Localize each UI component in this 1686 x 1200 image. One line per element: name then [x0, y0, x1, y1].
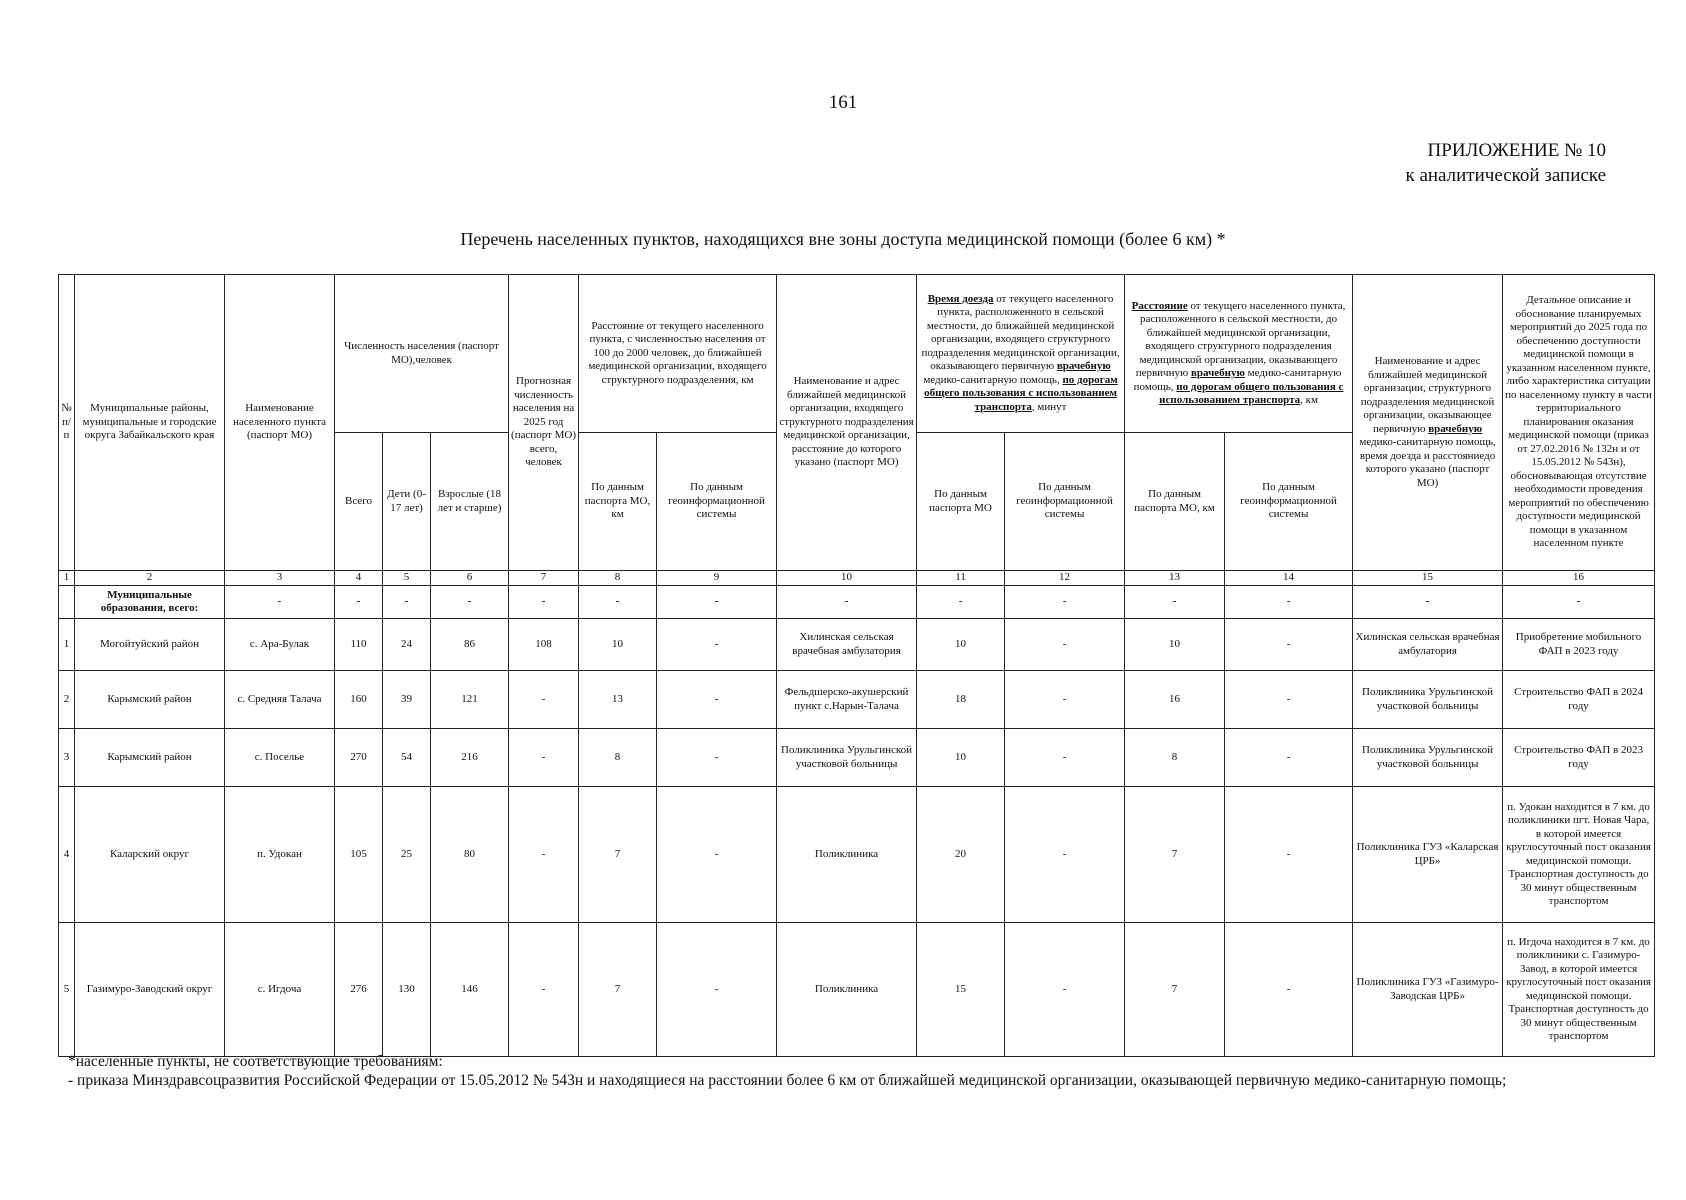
col-number: 14 — [1225, 571, 1353, 586]
population-adults-cell: 216 — [431, 729, 509, 787]
page-number: 161 — [828, 92, 858, 113]
header-cell-travel-time — [917, 275, 1125, 433]
footnote-line-1: *населенные пункты, не соответствующие требованиям: — [68, 1053, 443, 1070]
population-adults-cell: 121 — [431, 671, 509, 729]
header-cell-time-mo: По данным паспорта МО — [917, 433, 1005, 571]
appendix-number: ПРИЛОЖЕНИЕ № 10 — [1427, 140, 1606, 161]
road-distance-text-2: медико-санитарную помощь, — [1133, 367, 1342, 393]
header-row-1 — [59, 275, 1655, 433]
travel-time-text-2: медико-санитарную помощь, — [923, 373, 1063, 386]
distance-gis-cell: - — [657, 787, 777, 923]
nearest-org-cell: Поликлиника — [777, 787, 917, 923]
appendix-label — [1405, 138, 1606, 188]
population-children-cell: 25 — [383, 787, 431, 923]
forecast-cell: - — [509, 729, 579, 787]
road-distance-mo-cell: 7 — [1125, 787, 1225, 923]
travel-time-text-3: , минут — [1031, 400, 1067, 413]
population-children-cell: 39 — [383, 671, 431, 729]
road-distance-emphasis: Расстояние — [1131, 299, 1188, 312]
distance-mo-cell: 7 — [579, 787, 657, 923]
road-distance-mo-cell: 10 — [1125, 619, 1225, 671]
col-number: 9 — [657, 571, 777, 586]
description-cell: Строительство ФАП в 2023 году — [1503, 729, 1655, 787]
col-number: 12 — [1005, 571, 1125, 586]
appendix-subtitle: к аналитической записке — [1405, 165, 1606, 186]
table-row — [59, 787, 1655, 923]
district-cell: Газимуро-Заводский округ — [75, 923, 225, 1057]
population-total-cell: 110 — [335, 619, 383, 671]
total-cell: - — [431, 586, 509, 619]
description-cell: Приобретение мобильного ФАП в 2023 году — [1503, 619, 1655, 671]
nearest-org-2-emphasis: врачебную — [1428, 422, 1483, 435]
col-number: 2 — [75, 571, 225, 586]
table-row — [59, 671, 1655, 729]
distance-mo-cell: 7 — [579, 923, 657, 1057]
header-cell-road-distance — [1125, 275, 1353, 433]
col-number: 8 — [579, 571, 657, 586]
nearest-org-2-cell: Поликлиника ГУЗ «Каларская ЦРБ» — [1353, 787, 1503, 923]
nearest-org-2-cell: Поликлиника ГУЗ «Газимуро-Заводская ЦРБ» — [1353, 923, 1503, 1057]
total-cell: - — [1125, 586, 1225, 619]
header-cell-time-gis: По данным геоинформационной системы — [1005, 433, 1125, 571]
road-distance-gis-cell: - — [1225, 671, 1353, 729]
distance-gis-cell: - — [657, 671, 777, 729]
settlement-cell: с. Средняя Талача — [225, 671, 335, 729]
nearest-org-2-cell: Поликлиника Урульгинской участковой больницы — [1353, 729, 1503, 787]
nearest-org-cell: Поликлиника Урульгинской участковой больницы — [777, 729, 917, 787]
col-number: 11 — [917, 571, 1005, 586]
population-adults-cell: 146 — [431, 923, 509, 1057]
settlement-cell: с. Ара-Булак — [225, 619, 335, 671]
col-number: 5 — [383, 571, 431, 586]
travel-time-emphasis-3: по дорогам общего пользования с использованием транспорта — [924, 373, 1118, 413]
document-title: Перечень населенных пунктов, находящихся вне зоны доступа медицинской помощи (более 6 км) * — [460, 229, 1226, 249]
nearest-org-2-cell: Хилинская сельская врачебная амбулатория — [1353, 619, 1503, 671]
description-cell: п. Удокан находится в 7 км. до поликлиники пгт. Новая Чара, в которой имеется круглосуточный пост оказания медицинской помощи. Транспортная доступность до 30 минут общественным транспортом — [1503, 787, 1655, 923]
road-distance-mo-cell: 8 — [1125, 729, 1225, 787]
forecast-cell: - — [509, 671, 579, 729]
total-cell: - — [509, 586, 579, 619]
header-cell-forecast: Прогнозная численность населения на 2025 год (паспорт МО) всего, человек — [509, 275, 579, 571]
nearest-org-cell: Поликлиника — [777, 923, 917, 1057]
header-cell-population: Численность населения (паспорт МО),человек — [335, 275, 509, 433]
table-row — [59, 923, 1655, 1057]
total-cell: - — [383, 586, 431, 619]
column-number-row — [59, 571, 1655, 586]
population-children-cell: 54 — [383, 729, 431, 787]
header-cell-children: Дети (0-17 лет) — [383, 433, 431, 571]
nearest-org-2-text-1: Наименование и адрес ближайшей медицинской организации, структурного подразделения медицинской организации, оказывающее первичную — [1360, 355, 1495, 435]
population-total-cell: 105 — [335, 787, 383, 923]
travel-time-emphasis-2: врачебную — [1056, 360, 1111, 373]
road-distance-gis-cell: - — [1225, 787, 1353, 923]
settlement-cell: с. Поселье — [225, 729, 335, 787]
road-distance-text-1: от текущего населенного пункта, расположенного в сельской местности, до ближайшей медицинской организации, входящего структурного подразделения медицинской организации, оказывающего первичную — [1135, 299, 1346, 379]
header-cell-dist-gis: По данным геоинформационной системы — [657, 433, 777, 571]
district-cell: Карымский район — [75, 671, 225, 729]
total-label: Муниципальные образования, всего: — [75, 586, 225, 619]
col-number: 1 — [59, 571, 75, 586]
header-cell-district: Муниципальные районы, муниципальные и городские округа Забайкальского края — [75, 275, 225, 571]
footnote — [68, 1052, 1628, 1090]
header-cell-settlement: Наименование населенного пункта (паспорт МО) — [225, 275, 335, 571]
travel-time-mo-cell: 10 — [917, 619, 1005, 671]
col-number: 4 — [335, 571, 383, 586]
table-row — [59, 729, 1655, 787]
header-cell-road-gis: По данным геоинформационной системы — [1225, 433, 1353, 571]
road-distance-gis-cell: - — [1225, 619, 1353, 671]
nearest-org-cell: Фельдшерско-акушерский пункт с.Нарын-Талача — [777, 671, 917, 729]
header-cell-nearest-org-2 — [1353, 275, 1503, 571]
travel-time-emphasis: Время доезда — [927, 292, 994, 305]
road-distance-emphasis-3: по дорогам общего пользования с использованием транспорта — [1159, 380, 1344, 406]
population-children-cell: 130 — [383, 923, 431, 1057]
travel-time-gis-cell: - — [1005, 729, 1125, 787]
header-cell-description: Детальное описание и обоснование планируемых мероприятий до 2025 года по обеспечению доступности медицинской помощи в указанном населенном пункте, либо характеристика ситуации по населенному пункту в части территориального планирования оказания медицинской помощи (приказ от 27.02.2016 № 132н и от 15.05.2012 № 543н), обосновывающая отсутствие необходимости проведения мероприятий по обеспечению доступности медицинской помощи в указанном населенном пункте — [1503, 275, 1655, 571]
row-number: 4 — [59, 787, 75, 923]
travel-time-mo-cell: 10 — [917, 729, 1005, 787]
forecast-cell: - — [509, 787, 579, 923]
nearest-org-2-cell: Поликлиника Урульгинской участковой больницы — [1353, 671, 1503, 729]
travel-time-mo-cell: 18 — [917, 671, 1005, 729]
total-cell: - — [777, 586, 917, 619]
road-distance-mo-cell: 16 — [1125, 671, 1225, 729]
travel-time-text-1: от текущего населенного пункта, расположенного в сельской местности, до ближайшей медицинской организации, входящего структурного подразделения медицинской организации, оказывающего первичную — [921, 292, 1120, 373]
row-number: 1 — [59, 619, 75, 671]
total-cell: - — [579, 586, 657, 619]
travel-time-gis-cell: - — [1005, 619, 1125, 671]
distance-mo-cell: 13 — [579, 671, 657, 729]
description-cell: Строительство ФАП в 2024 году — [1503, 671, 1655, 729]
description-cell: п. Игдоча находится в 7 км. до поликлиники с. Газимуро-Завод, в которой имеется круглосуточный пост оказания медицинской помощи. Транспортная доступность до 30 минут общественным транспортом — [1503, 923, 1655, 1057]
travel-time-gis-cell: - — [1005, 923, 1125, 1057]
total-cell: - — [335, 586, 383, 619]
total-cell: - — [1005, 586, 1125, 619]
row-number: 3 — [59, 729, 75, 787]
nearest-org-cell: Хилинская сельская врачебная амбулатория — [777, 619, 917, 671]
distance-gis-cell: - — [657, 923, 777, 1057]
header-cell-total: Всего — [335, 433, 383, 571]
distance-mo-cell: 10 — [579, 619, 657, 671]
row-number: 2 — [59, 671, 75, 729]
header-cell-adults: Взрослые (18 лет и старше) — [431, 433, 509, 571]
population-adults-cell: 80 — [431, 787, 509, 923]
col-number: 15 — [1353, 571, 1503, 586]
header-cell-distance: Расстояние от текущего населенного пункта, с численностью населения от 100 до 2000 человек, до ближайшей медицинской организации, входящего структурного подразделения, км — [579, 275, 777, 433]
road-distance-text-3: , км — [1300, 394, 1318, 406]
header-cell-dist-mo: По данным паспорта МО, км — [579, 433, 657, 571]
settlements-table — [58, 274, 1655, 1057]
road-distance-gis-cell: - — [1225, 729, 1353, 787]
col-number: 16 — [1503, 571, 1655, 586]
distance-gis-cell: - — [657, 619, 777, 671]
header-cell-number: № п/п — [59, 275, 75, 571]
district-cell: Каларский округ — [75, 787, 225, 923]
road-distance-gis-cell: - — [1225, 923, 1353, 1057]
travel-time-gis-cell: - — [1005, 671, 1125, 729]
settlements-table-container — [58, 274, 1654, 1057]
col-number: 13 — [1125, 571, 1225, 586]
total-cell: - — [917, 586, 1005, 619]
population-adults-cell: 86 — [431, 619, 509, 671]
total-cell-empty — [59, 586, 75, 619]
total-row — [59, 586, 1655, 619]
total-cell: - — [1225, 586, 1353, 619]
travel-time-gis-cell: - — [1005, 787, 1125, 923]
travel-time-mo-cell: 20 — [917, 787, 1005, 923]
total-cell: - — [1503, 586, 1655, 619]
distance-gis-cell: - — [657, 729, 777, 787]
settlement-cell: п. Удокан — [225, 787, 335, 923]
total-cell: - — [1353, 586, 1503, 619]
total-cell: - — [657, 586, 777, 619]
population-total-cell: 270 — [335, 729, 383, 787]
col-number: 10 — [777, 571, 917, 586]
travel-time-mo-cell: 15 — [917, 923, 1005, 1057]
table-row — [59, 619, 1655, 671]
col-number: 7 — [509, 571, 579, 586]
row-number: 5 — [59, 923, 75, 1057]
district-cell: Могойтуйский район — [75, 619, 225, 671]
col-number: 6 — [431, 571, 509, 586]
col-number: 3 — [225, 571, 335, 586]
population-total-cell: 276 — [335, 923, 383, 1057]
nearest-org-2-text-2: медико-санитарную помощь, время доезда и расстояниедо которого указано (паспорт МО) — [1359, 436, 1496, 489]
road-distance-mo-cell: 7 — [1125, 923, 1225, 1057]
road-distance-emphasis-2: врачебную — [1190, 367, 1245, 379]
district-cell: Карымский район — [75, 729, 225, 787]
total-cell: - — [225, 586, 335, 619]
forecast-cell: - — [509, 923, 579, 1057]
population-total-cell: 160 — [335, 671, 383, 729]
settlement-cell: с. Игдоча — [225, 923, 335, 1057]
distance-mo-cell: 8 — [579, 729, 657, 787]
header-cell-nearest-org: Наименование и адрес ближайшей медицинской организации, входящего структурного подразделения медицинской организации, расстояние до которого указано (паспорт МО) — [777, 275, 917, 571]
header-cell-road-mo: По данным паспорта МО, км — [1125, 433, 1225, 571]
footnote-line-2: - приказа Минздравсоцразвития Российской Федерации от 15.05.2012 № 543н и находящиеся на расстоянии более 6 км от ближайшей медицинской организации, оказывающей первичную медико-санитарную помощь; — [68, 1072, 1507, 1089]
forecast-cell: 108 — [509, 619, 579, 671]
population-children-cell: 24 — [383, 619, 431, 671]
